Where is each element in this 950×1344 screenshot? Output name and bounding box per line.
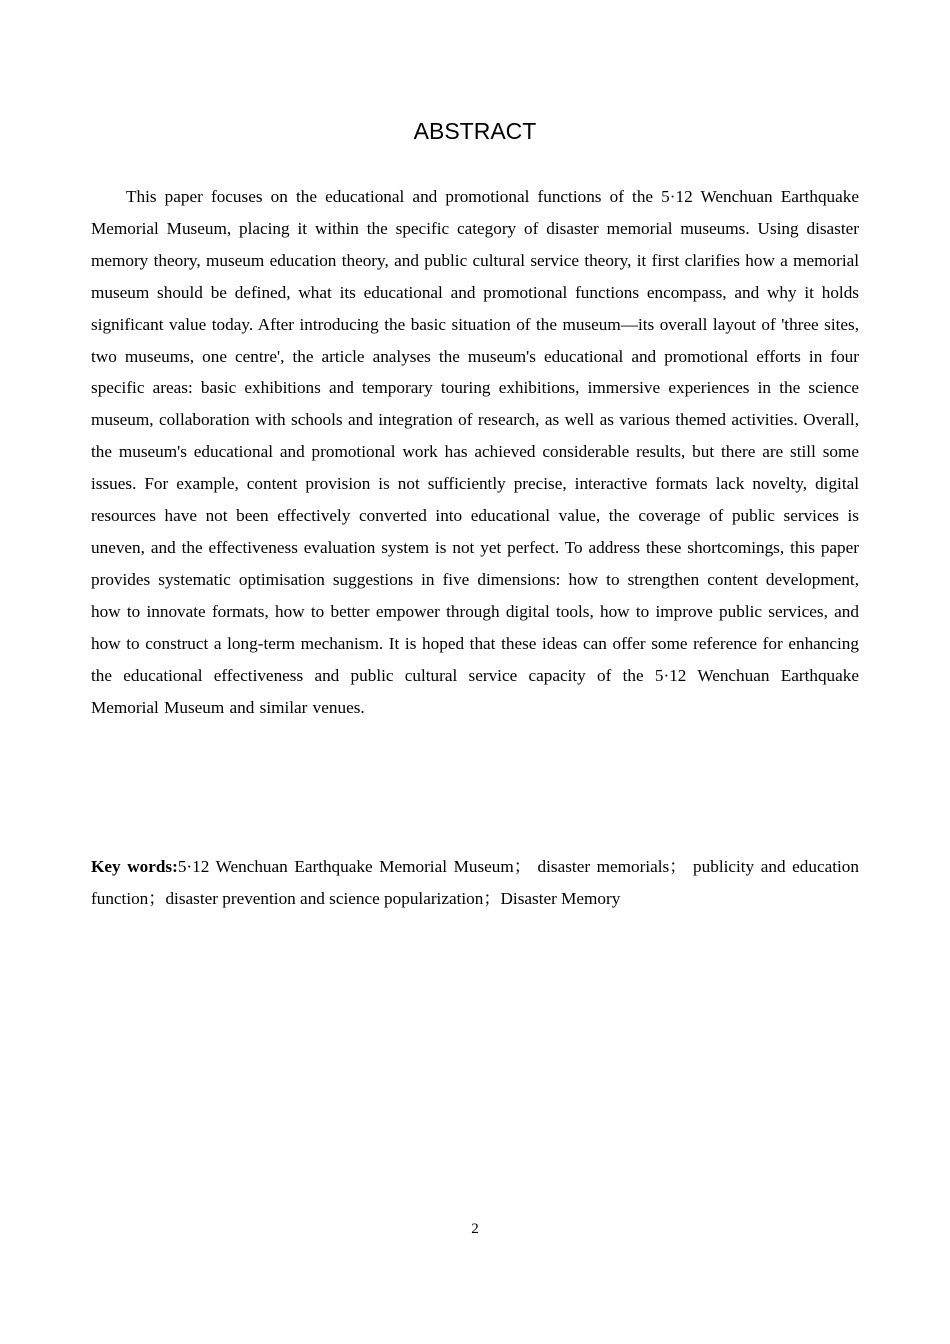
abstract-paragraph: This paper focuses on the educational and promotional functions of the 5·12 Wenchuan Earthquake Memorial Museum, placing it within the specific category of disaster memorial museums. Using disaster memory theory, museum education theory, and public cultural service theory, it first clarifies how a memorial museum should be defined, what its educational and promotional functions encompass, and why it holds significant value today. After introducing the basic situation of the museum—its overall layout of 'three sites, two museums, one centre', the article analyses the museum's educational and promotional efforts in four specific areas: basic exhibitions and temporary touring exhibitions, immersive experiences in the science museum, collaboration with schools and integration of research, as well as various themed activities. Overall, the museum's educational and promotional work has achieved considerable results, but there are still some issues. For example, content provision is not sufficiently precise, interactive formats lack novelty, digital resources have not been effectively converted into educational value, the coverage of public services is uneven, and the effectiveness evaluation system is not yet perfect. To address these shortcomings, this paper provides systematic optimisation suggestions in five dimensions: how to strengthen content development, how to innovate formats, how to better empower through digital tools, how to improve public services, and how to construct a long-term mechanism. It is hoped that these ideas can offer some reference for enhancing the educational effectiveness and public cultural service capacity of the 5·12 Wenchuan Earthquake Memorial Museum and similar venues. (91, 187, 859, 717)
keywords-text: 5·12 Wenchuan Earthquake Memorial Museum； disaster memorials； publicity and education function；disaster prevention and science popularization；Disaster Memory (91, 857, 859, 908)
keywords-section (91, 851, 859, 915)
page-number: 2 (471, 1221, 479, 1237)
abstract-title: ABSTRACT (413, 118, 537, 144)
keywords-label: Key words: (91, 857, 178, 876)
